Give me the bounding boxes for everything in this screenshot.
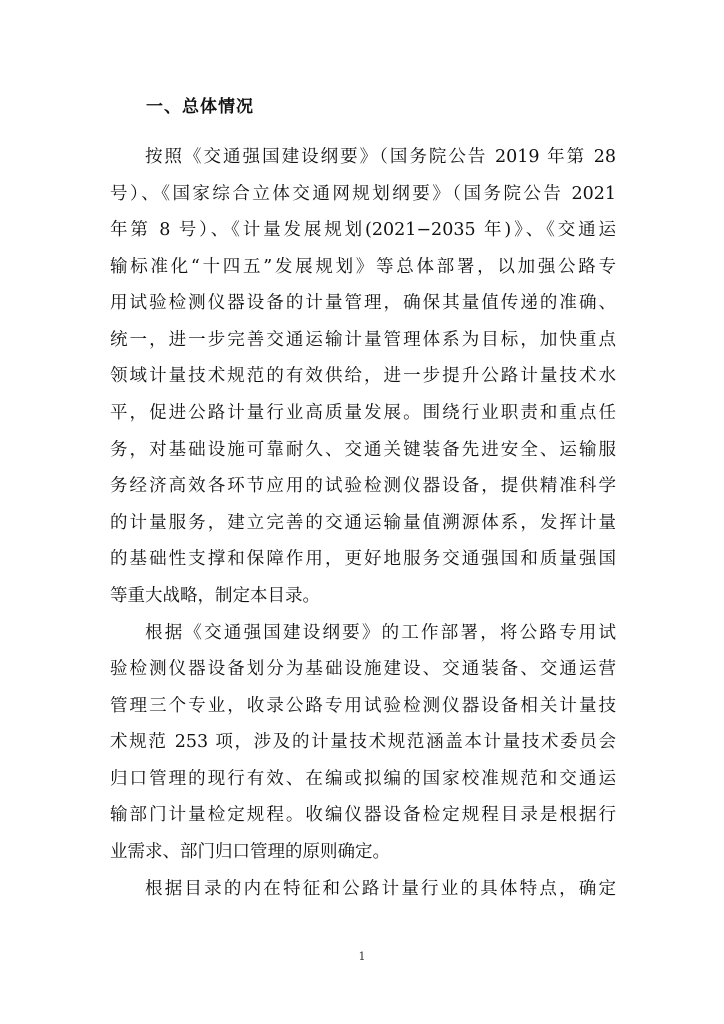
paragraph-2-line-7: 业需求、部门归口管理的原则确定。 xyxy=(110,842,390,862)
paragraph-1-line-4: 输标准化“十四五”发展规划》等总体部署，以加强公路专 xyxy=(110,257,616,277)
paragraph-1-line-7: 领域计量技术规范的有效供给，进一步提升公路计量技术水 xyxy=(110,366,616,386)
paragraph-2-line-4: 术规范 253 项，涉及的计量技术规范涵盖本计量技术委员会 xyxy=(110,732,616,752)
paragraph-1-line-13: 等重大战略，制定本目录。 xyxy=(110,586,320,606)
paragraph-2-line-2: 验检测仪器设备划分为基础设施建设、交通装备、交通运营 xyxy=(110,659,616,679)
paragraph-2-line-3: 管理三个专业，收录公路专用试验检测仪器设备相关计量技 xyxy=(110,696,616,716)
paragraph-1-line-2: 号）、《国家综合立体交通网规划纲要》（国务院公告 2021 xyxy=(110,184,616,204)
paragraph-2-line-1: 根据《交通强国建设纲要》的工作部署，将公路专用试 xyxy=(145,623,616,643)
paragraph-1-line-3: 年第 8 号）、《计量发展规划(2021−2035 年)》、《交通运 xyxy=(110,220,616,240)
paragraph-1-line-1: 按照《交通强国建设纲要》（国务院公告 2019 年第 28 xyxy=(145,147,616,167)
page-number: 1 xyxy=(358,950,366,963)
paragraph-1-line-10: 务经济高效各环节应用的试验检测仪器设备，提供精准科学 xyxy=(110,476,616,496)
paragraph-1-line-11: 的计量服务，建立完善的交通运输量值溯源体系，发挥计量 xyxy=(110,513,616,533)
paragraph-1-line-9: 务，对基础设施可靠耐久、交通关键装备先进安全、运输服 xyxy=(110,440,616,460)
paragraph-1-line-8: 平，促进公路计量行业高质量发展。围绕行业职责和重点任 xyxy=(110,403,616,423)
paragraph-1-line-6: 统一，进一步完善交通运输计量管理体系为目标，加快重点 xyxy=(110,330,616,350)
paragraph-2-line-6: 输部门计量检定规程。收编仪器设备检定规程目录是根据行 xyxy=(110,805,616,825)
paragraph-2-line-5: 归口管理的现行有效、在编或拟编的国家校准规范和交通运 xyxy=(110,769,616,789)
paragraph-1-line-12: 的基础性支撑和保障作用，更好地服务交通强国和质量强国 xyxy=(110,549,616,569)
paragraph-3-line-1: 根据目录的内在特征和公路计量行业的具体特点，确定 xyxy=(145,879,616,899)
section-heading: 一、总体情况 xyxy=(146,97,254,117)
paragraph-1-line-5: 用试验检测仪器设备的计量管理，确保其量值传递的准确、 xyxy=(110,293,616,313)
